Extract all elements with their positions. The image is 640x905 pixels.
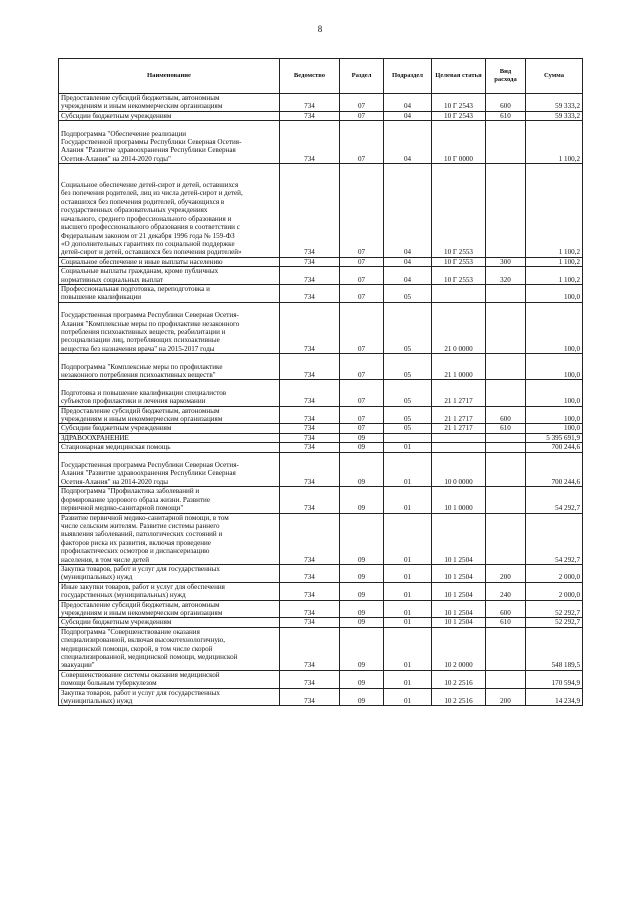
row-sum-cell: 2 000,0	[526, 582, 583, 600]
row-section-cell: 09	[340, 452, 384, 487]
row-department-cell: 734	[280, 618, 340, 627]
row-sum-cell: 14 234,9	[526, 688, 583, 706]
row-target-article-cell: 10 2 2516	[432, 688, 486, 706]
header-sum: Сумма	[526, 59, 583, 94]
header-row	[59, 59, 583, 94]
row-sum-cell: 54 292,7	[526, 487, 583, 513]
header-target-article: Целевая статья	[432, 59, 486, 94]
table-row	[59, 452, 583, 487]
row-sum-cell: 1 100,2	[526, 267, 583, 285]
row-name-cell: Профессиональная подготовка, переподготовка и повышение квалификации	[59, 284, 280, 302]
table-row	[59, 582, 583, 600]
table-row	[59, 670, 583, 688]
table-row	[59, 257, 583, 266]
row-subsection-cell: 01	[384, 564, 432, 582]
row-expense-type-cell	[486, 121, 526, 164]
row-department-cell: 734	[280, 354, 340, 380]
row-department-cell: 734	[280, 94, 340, 112]
row-section-cell: 09	[340, 582, 384, 600]
row-department-cell: 734	[280, 164, 340, 257]
row-expense-type-cell	[486, 284, 526, 302]
row-expense-type-cell: 200	[486, 688, 526, 706]
row-subsection-cell: 05	[384, 406, 432, 424]
table-row	[59, 564, 583, 582]
row-subsection-cell: 01	[384, 452, 432, 487]
row-section-cell: 09	[340, 443, 384, 452]
row-target-article-cell: 10 Г 2553	[432, 267, 486, 285]
row-expense-type-cell: 610	[486, 618, 526, 627]
row-department-cell: 734	[280, 424, 340, 433]
row-department-cell: 734	[280, 284, 340, 302]
row-section-cell: 07	[340, 267, 384, 285]
row-expense-type-cell: 600	[486, 406, 526, 424]
row-target-article-cell: 10 0 0000	[432, 452, 486, 487]
row-section-cell: 07	[340, 380, 384, 406]
row-section-cell: 07	[340, 94, 384, 112]
row-section-cell: 07	[340, 164, 384, 257]
row-expense-type-cell	[486, 354, 526, 380]
row-department-cell: 734	[280, 267, 340, 285]
row-department-cell: 734	[280, 257, 340, 266]
row-section-cell: 09	[340, 618, 384, 627]
row-department-cell: 734	[280, 452, 340, 487]
row-target-article-cell: 10 1 2504	[432, 582, 486, 600]
table-row	[59, 618, 583, 627]
table-row	[59, 164, 583, 257]
row-sum-cell: 5 395 691,9	[526, 433, 583, 442]
row-name-cell: Субсидии бюджетным учреждениям	[59, 618, 280, 627]
header-subsection: Подраздел	[384, 59, 432, 94]
row-section-cell: 09	[340, 564, 384, 582]
row-department-cell: 734	[280, 302, 340, 353]
row-sum-cell: 100,0	[526, 424, 583, 433]
row-name-cell: Подпрограмма "Профилактика заболеваний и формирование здорового образа жизни. Развитие первичной медико-санитарной помощи"	[59, 487, 280, 513]
row-subsection-cell: 01	[384, 670, 432, 688]
row-expense-type-cell: 610	[486, 111, 526, 120]
row-subsection-cell: 05	[384, 302, 432, 353]
row-sum-cell: 100,0	[526, 380, 583, 406]
row-target-article-cell: 10 1 0000	[432, 487, 486, 513]
row-target-article-cell: 10 2 0000	[432, 627, 486, 670]
header-section: Раздел	[340, 59, 384, 94]
row-subsection-cell: 01	[384, 487, 432, 513]
row-subsection-cell	[384, 433, 432, 442]
row-sum-cell: 548 189,5	[526, 627, 583, 670]
row-subsection-cell: 04	[384, 267, 432, 285]
row-name-cell: Стационарная медицинская помощь	[59, 443, 280, 452]
row-subsection-cell: 01	[384, 513, 432, 564]
row-name-cell: Подпрограмма "Совершенствование оказания специализированной, включая высокотехнологичную, медицинской помощи, скорой, в том числе скорой специализированной, медицинской помощи, медицинской эвакуации"	[59, 627, 280, 670]
page-number: 8	[317, 24, 323, 34]
row-section-cell: 09	[340, 600, 384, 618]
row-name-cell: Социальные выплаты гражданам, кроме публичных нормативных социальных выплат	[59, 267, 280, 285]
row-subsection-cell: 04	[384, 111, 432, 120]
row-sum-cell: 59 333,2	[526, 94, 583, 112]
row-expense-type-cell: 240	[486, 582, 526, 600]
row-subsection-cell: 01	[384, 618, 432, 627]
table-row	[59, 267, 583, 285]
row-department-cell: 734	[280, 406, 340, 424]
row-sum-cell: 700 244,6	[526, 452, 583, 487]
row-name-cell: Подготовка и повышение квалификации специалистов субъектов профилактики и лечения наркомании	[59, 380, 280, 406]
row-section-cell: 09	[340, 513, 384, 564]
row-subsection-cell: 01	[384, 600, 432, 618]
row-subsection-cell: 04	[384, 257, 432, 266]
row-department-cell: 734	[280, 670, 340, 688]
row-expense-type-cell	[486, 433, 526, 442]
row-expense-type-cell	[486, 513, 526, 564]
row-section-cell: 07	[340, 406, 384, 424]
row-expense-type-cell	[486, 670, 526, 688]
header-name: Наименование	[59, 59, 280, 94]
row-expense-type-cell: 610	[486, 424, 526, 433]
row-expense-type-cell: 200	[486, 564, 526, 582]
row-department-cell: 734	[280, 380, 340, 406]
row-target-article-cell: 10 1 2504	[432, 513, 486, 564]
row-department-cell: 734	[280, 582, 340, 600]
row-department-cell: 734	[280, 513, 340, 564]
table-row	[59, 121, 583, 164]
row-department-cell: 734	[280, 433, 340, 442]
row-department-cell: 734	[280, 487, 340, 513]
table-row	[59, 380, 583, 406]
row-sum-cell: 52 292,7	[526, 600, 583, 618]
row-name-cell: Развитие первичной медико-санитарной помощи, в том числе сельским жителям. Развитие системы раннего выявления заболеваний, патологических состояний и факторов риска их развития, включая проведение профилактических осмотров и диспансеризацию населения, в том числе детей	[59, 513, 280, 564]
row-department-cell: 734	[280, 600, 340, 618]
table-row	[59, 443, 583, 452]
row-expense-type-cell: 320	[486, 267, 526, 285]
row-sum-cell: 52 292,7	[526, 618, 583, 627]
table-row	[59, 284, 583, 302]
row-name-cell: Закупка товаров, работ и услуг для государственных (муниципальных) нужд	[59, 688, 280, 706]
row-section-cell: 09	[340, 670, 384, 688]
row-sum-cell: 1 100,2	[526, 164, 583, 257]
row-section-cell: 07	[340, 284, 384, 302]
row-name-cell: Совершенствование системы оказания медицинской помощи больным туберкулезом	[59, 670, 280, 688]
table-row	[59, 302, 583, 353]
row-target-article-cell: 10 Г 2553	[432, 257, 486, 266]
row-subsection-cell: 01	[384, 688, 432, 706]
row-target-article-cell: 21 0 0000	[432, 302, 486, 353]
table-row	[59, 600, 583, 618]
row-department-cell: 734	[280, 111, 340, 120]
row-section-cell: 07	[340, 354, 384, 380]
row-department-cell: 734	[280, 688, 340, 706]
row-name-cell: Предоставление субсидий бюджетным, автономным учреждениям и иным некоммерческим организациям	[59, 94, 280, 112]
row-name-cell: Субсидии бюджетным учреждениям	[59, 111, 280, 120]
row-name-cell: Государственная программа Республики Северная Осетия- Алания "Комплексные меры по профилактике незаконного потребления психоактивных веществ, реабилитации и ресоциализации лиц, потребляющих психоактивные вещества без назначения врача" на 2015-2017 годы	[59, 302, 280, 353]
row-section-cell: 09	[340, 627, 384, 670]
row-name-cell: Иные закупки товаров, работ и услуг для обеспечения государственных (муниципальных) нужд	[59, 582, 280, 600]
row-section-cell: 07	[340, 424, 384, 433]
row-sum-cell: 700 244,6	[526, 443, 583, 452]
table-row	[59, 406, 583, 424]
row-name-cell: Социальное обеспечение детей-сирот и детей, оставшихся без попечения родителей, лиц из числа детей-сирот и детей, оставшихся без попечения родителей, обучающихся в государственных образовательных учреждениях начального, среднего профессионального образования и высшего профессионального образования в соответствии с Федеральным законом от 21 декабря 1996 года № 159-ФЗ «О дополнительных гарантиях по социальной поддержке детей-сирот и детей, оставшихся без попечения родителей»	[59, 164, 280, 257]
row-subsection-cell: 05	[384, 424, 432, 433]
row-target-article-cell: 21 1 2717	[432, 380, 486, 406]
row-sum-cell: 2 000,0	[526, 564, 583, 582]
row-expense-type-cell: 600	[486, 94, 526, 112]
table-row	[59, 513, 583, 564]
row-sum-cell: 1 100,2	[526, 121, 583, 164]
row-section-cell: 07	[340, 111, 384, 120]
row-subsection-cell: 01	[384, 627, 432, 670]
row-subsection-cell: 04	[384, 94, 432, 112]
row-expense-type-cell	[486, 302, 526, 353]
table-row	[59, 433, 583, 442]
row-sum-cell: 100,0	[526, 302, 583, 353]
row-name-cell: Субсидии бюджетным учреждениям	[59, 424, 280, 433]
row-expense-type-cell	[486, 164, 526, 257]
row-expense-type-cell: 300	[486, 257, 526, 266]
row-subsection-cell: 04	[384, 121, 432, 164]
table-row	[59, 487, 583, 513]
row-name-cell: Социальное обеспечение и иные выплаты населению	[59, 257, 280, 266]
row-sum-cell: 100,0	[526, 284, 583, 302]
row-subsection-cell: 05	[384, 380, 432, 406]
row-name-cell: Предоставление субсидий бюджетным, автономным учреждениям и иным некоммерческим организациям	[59, 600, 280, 618]
row-target-article-cell	[432, 284, 486, 302]
row-name-cell: ЗДРАВООХРАНЕНИЕ	[59, 433, 280, 442]
row-target-article-cell: 10 Г 2553	[432, 164, 486, 257]
row-section-cell: 07	[340, 257, 384, 266]
table-row	[59, 94, 583, 112]
row-name-cell: Государственная программа Республики Северная Осетия- Алания "Развитие здравоохранения Республики Северная Осетия-Алания" на 2014-2020 годы	[59, 452, 280, 487]
row-target-article-cell: 21 1 0000	[432, 354, 486, 380]
row-section-cell: 07	[340, 121, 384, 164]
row-target-article-cell: 10 Г 2543	[432, 111, 486, 120]
budget-table	[58, 58, 583, 706]
row-subsection-cell: 01	[384, 443, 432, 452]
row-target-article-cell: 10 Г 2543	[432, 94, 486, 112]
row-expense-type-cell: 600	[486, 600, 526, 618]
row-department-cell: 734	[280, 564, 340, 582]
row-target-article-cell: 21 1 2717	[432, 406, 486, 424]
row-department-cell: 734	[280, 443, 340, 452]
table-row	[59, 111, 583, 120]
row-expense-type-cell	[486, 627, 526, 670]
row-expense-type-cell	[486, 380, 526, 406]
row-section-cell: 07	[340, 302, 384, 353]
row-target-article-cell	[432, 443, 486, 452]
row-subsection-cell: 05	[384, 354, 432, 380]
row-target-article-cell: 10 1 2504	[432, 564, 486, 582]
row-target-article-cell	[432, 433, 486, 442]
table-row	[59, 354, 583, 380]
row-expense-type-cell	[486, 452, 526, 487]
row-section-cell: 09	[340, 688, 384, 706]
row-section-cell: 09	[340, 433, 384, 442]
row-target-article-cell: 10 Г 0000	[432, 121, 486, 164]
row-department-cell: 734	[280, 121, 340, 164]
row-target-article-cell: 10 1 2504	[432, 600, 486, 618]
header-department: Ведомство	[280, 59, 340, 94]
row-subsection-cell: 05	[384, 284, 432, 302]
row-target-article-cell: 21 1 2717	[432, 424, 486, 433]
table-row	[59, 688, 583, 706]
row-subsection-cell: 01	[384, 582, 432, 600]
row-expense-type-cell	[486, 443, 526, 452]
table-row	[59, 424, 583, 433]
row-sum-cell: 54 292,7	[526, 513, 583, 564]
row-name-cell: Предоставление субсидий бюджетным, автономным учреждениям и иным некоммерческим организациям	[59, 406, 280, 424]
row-sum-cell: 100,0	[526, 354, 583, 380]
row-name-cell: Подпрограмма "Комплексные меры по профилактике незаконного потребления психоактивных веществ"	[59, 354, 280, 380]
row-expense-type-cell	[486, 487, 526, 513]
header-expense-type: Вид расхода	[486, 59, 526, 94]
row-target-article-cell: 10 2 2516	[432, 670, 486, 688]
row-sum-cell: 100,0	[526, 406, 583, 424]
table-row	[59, 627, 583, 670]
row-section-cell: 09	[340, 487, 384, 513]
row-subsection-cell: 04	[384, 164, 432, 257]
row-name-cell: Подпрограмма "Обеспечение реализации Государственной программы Республики Северная Осетия- Алания "Развитие здравоохранения Республики Северная Осетия-Алания" на 2014-2020 годы"	[59, 121, 280, 164]
row-name-cell: Закупка товаров, работ и услуг для государственных (муниципальных) нужд	[59, 564, 280, 582]
row-sum-cell: 59 333,2	[526, 111, 583, 120]
row-department-cell: 734	[280, 627, 340, 670]
row-sum-cell: 1 100,2	[526, 257, 583, 266]
row-sum-cell: 170 594,9	[526, 670, 583, 688]
row-target-article-cell: 10 1 2504	[432, 618, 486, 627]
